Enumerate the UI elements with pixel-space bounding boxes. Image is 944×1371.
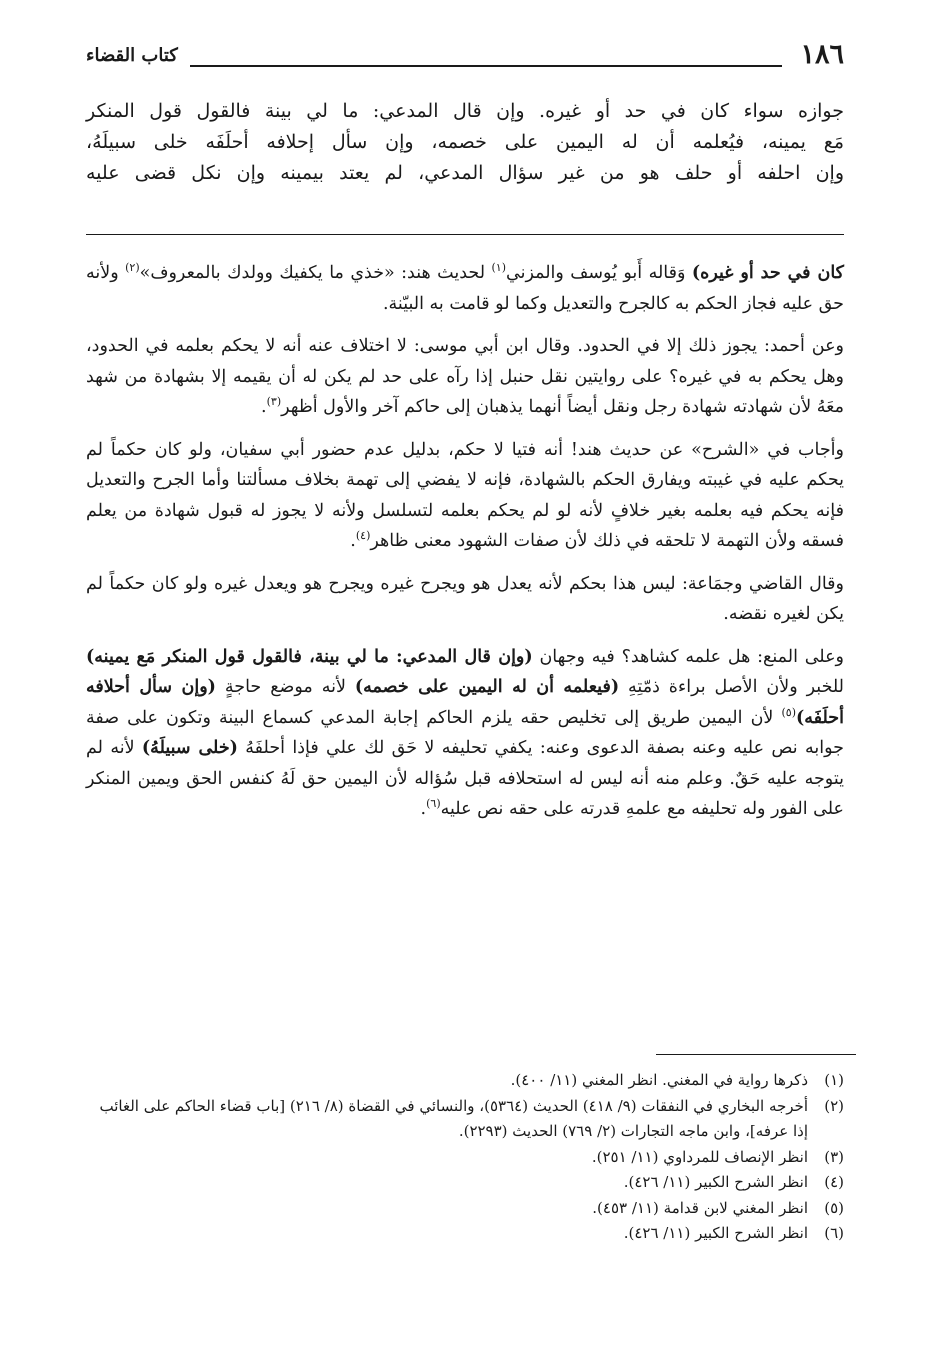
commentary-paragraph [86,331,844,423]
footnote [86,1221,844,1247]
footnote-ref[interactable]: (١) [491,261,506,275]
quoted-text: (فيعلمه أن له اليمين على خصمه) [354,677,620,697]
punctuation: . [350,531,356,551]
commentary-text: وعلى المنع: هل علمه كشاهد؟ فيه وجهان [532,646,844,667]
footnote-text: انظر المغني لابن قدامة (١١/ ٤٥٣). [592,1198,808,1217]
footnote-number: (٣) [824,1147,844,1166]
commentary-text: لحديث هند: «خذي ما يكفيك وولدك بالمعروف» [139,263,492,283]
commentary-paragraph [86,642,844,825]
punctuation: . [261,397,267,417]
footnote-text: انظر الشرح الكبير (١١/ ٤٢٦). [623,1173,808,1191]
footnote-number: (٦) [824,1224,844,1242]
footnote [86,1196,844,1222]
commentary [86,258,844,825]
footnote-text: أخرجه البخاري في النفقات (٩/ ٤١٨) الحديث (٥٣٦٤)، والنسائي في القضاة (٨/ ٢١٦) [باب قضاء الحاكم على الغائب إذا عرفه]، وابن ماجه التجارات (٢/ ٧٦٩) الحديث (٢٢٩٣). [99,1096,808,1140]
quoted-text: (وإن سأل أحلافه أحلَفَه) [86,677,844,728]
running-title: كتاب القضاء [86,45,178,66]
quoted-text: (وإن قال المدعي: ما لي بينة، فالقول قول المنكر مَع يمينه) [86,646,533,667]
footnote-text: انظر الشرح الكبير (١١/ ٤٢٦). [623,1224,808,1242]
commentary-paragraph [86,435,844,557]
main-text-line: مَع يمينه، فيُعلمه أن له اليمين على خصمه، وإن سأل إحلافه أحلَفَه خلى سبيلَهُ، [86,131,844,153]
commentary-text: لأنه لم يتوجه عليه حَقٌ. وعلم منه أنه ليس له استحلافه قبل سُؤاله لأن اليمين حق لَهُ كنفس الحق ويمين المنكر على الفور وله تحليفه مع علمهِ قدرته على حقه نص عليه [86,738,844,819]
page-header [86,38,844,72]
page-number: ١٨٦ [800,39,844,70]
main-text-line: جوازه سواء كان في حد أو غيره. وإن قال المدعي: ما لي بينة فالقول قول المنكر [86,100,844,122]
footnote-ref[interactable]: (٢) [125,261,140,275]
commentary-text: وأجاب في «الشرح» عن حديث هند! أنه فتيا لا حكم، بدليل عدم حضور أبي سفيان، ولو كان حكماً لم يحكم عليه في غيبته ويفارق الحكم بالشهادة، فإنه لا يفضي إلى تهمة بخلاف مسألتنا وأما الجرح والتعديل فإنه يحكم فيه بعلمه بغير خلافٍ لأنه لو لم يحكم بعلمه لتسلسل ولأنه لا يجوز له قبول شهادة من يعلم فسقه ولأن التهمة لا تلحقه في ذلك لأن صفات الشهود معنى ظاهر [86,439,844,551]
commentary-text: للخبر ولأن الأصل براءة ذمّتِهِ [619,677,845,697]
commentary-text: لأن اليمين طريق إلى تخليص حقه يلزم الحاكم إجابة المدعي كسماع البينة وتكون على صفة جوابه نص عليه وعنه بصفة الدعوى وعنه: يكفي تحليفه لا حَق لك علي فإذا أحلفَهُ [86,707,844,758]
footnote-number: (٤) [824,1173,844,1191]
commentary-text: لأنه موضع حاجةٍ [215,677,355,697]
commentary-text: وَقاله أَبو يُوسف والمزني [505,263,692,283]
footnote-ref[interactable]: (٥) [781,705,796,719]
footnote-number: (١) [824,1071,844,1089]
footnote [86,1094,844,1145]
footnote-ref[interactable]: (٤) [355,529,371,543]
footnote-ref[interactable]: (٦) [426,797,441,811]
footnote [86,1145,844,1171]
footnote-text: ذكرها رواية في المغني. انظر المغني (١١/ ٤٠٠). [510,1071,808,1089]
footnotes [86,1068,844,1247]
header-rule [190,65,782,67]
quoted-text: (خلى سبيلَهُ) [141,738,238,758]
footnote [86,1170,844,1196]
commentary-paragraph [86,258,844,319]
commentary-paragraph: وقال القاضي وجمَاعة: ليس هذا بحكم لأنه يعدل هو ويجرح غيره ويجرح هو ويعدل غيره ولو كان حكماً لم يكن لغيره نقضه. [86,573,844,624]
section-divider [86,234,844,235]
punctuation: . [420,799,427,819]
footnote-ref[interactable]: (٣) [266,395,282,409]
footnote [86,1068,844,1094]
quoted-text: كان في حد أو غيره) [691,263,844,283]
footnote-divider [656,1054,856,1055]
commentary-text: ولأنه حق عليه فجاز الحكم به كالجرح والتعديل وكما لو قامت به البيّنة. [86,263,844,314]
footnote-number: (٥) [824,1198,844,1217]
footnote-number: (٢) [824,1096,844,1115]
main-text-line: وإن احلفه أو حلف هو من غير سؤال المدعي، لم يعتد بيمينه وإن نكل قضى عليه [86,162,844,184]
main-text [86,96,844,189]
commentary-text: وعن أحمد: يجوز ذلك إلا في الحدود. وقال ابن أبي موسى: لا اختلاف عنه أنه لا يحكم بعلمه في الحدود، وهل يحكم به في غيره؟ على روايتين نقل حنبل إذا رآه على حد لم يكن له أن يقيمه إلا بشهادة من شهد معَهُ لأن شهادته شهادة رجل ونقل أيضاً أنهما يذهبان إلى حاكم آخر والأول أظهر [86,336,844,417]
footnote-text: انظر الإنصاف للمرداوي (١١/ ٢٥١). [591,1147,808,1166]
